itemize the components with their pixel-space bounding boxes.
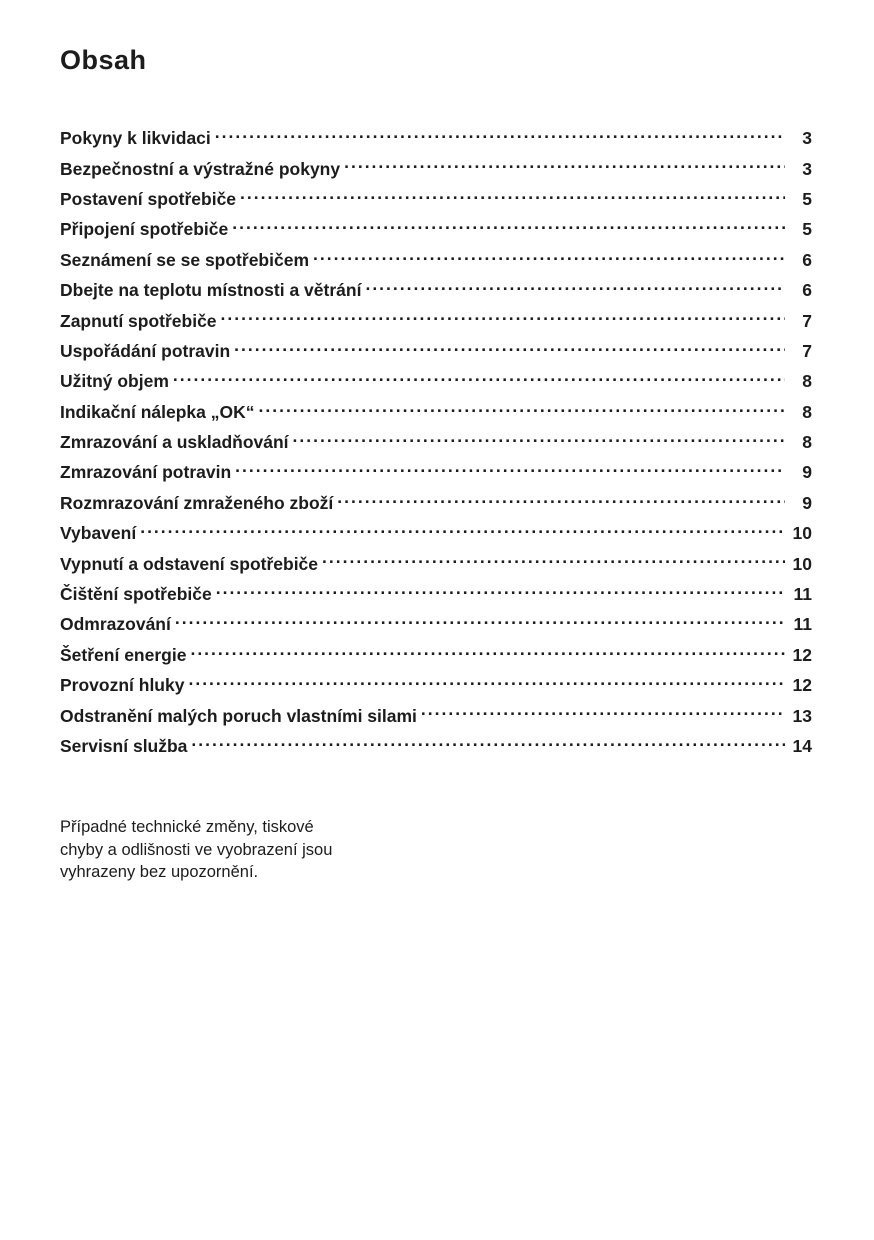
toc-entry [60,637,812,667]
toc-entry-label: Dbejte na teplotu místnosti a větrání [60,280,362,301]
toc-entry-page: 13 [792,705,812,726]
disclaimer-note [60,816,812,884]
toc-entry [60,545,812,575]
toc-entry [60,606,812,636]
toc-entry-page: 14 [792,736,812,756]
toc-entry-page: 3 [802,158,812,179]
toc-dot-leader [259,394,786,418]
toc-entry-page: 7 [802,340,812,361]
toc-entry [60,485,812,515]
toc-entry-page: 8 [802,432,812,453]
toc-dot-leader [337,485,785,509]
toc-entry [60,302,812,332]
toc-entry-label: Vybavení [60,523,137,544]
toc-dot-leader [234,333,785,357]
toc-entry [60,667,812,697]
toc-entry [60,515,812,545]
toc-dot-leader [188,667,785,691]
toc-entry-label: Provozní hluky [60,675,185,696]
toc-entry-label: Zmrazování potravin [60,462,232,483]
toc-entry-page: 11 [793,614,812,635]
toc-entry [60,242,812,272]
toc-entry-page: 8 [802,401,812,422]
toc-entry-label: Odstranění malých poruch vlastními silami [60,705,417,726]
toc-dot-leader [421,697,785,721]
toc-entry-label: Užitný objem [60,371,169,392]
toc-entry-label: Zapnutí spotřebiče [60,310,217,331]
toc-entry-page: 6 [802,249,812,270]
toc-entry [60,333,812,363]
toc-dot-leader [322,545,785,569]
toc-entry [60,454,812,484]
toc-dot-leader [240,181,785,205]
toc-entry-page: 3 [802,128,812,149]
toc-entry [60,363,812,393]
toc-dot-leader [365,272,785,296]
toc-dot-leader [293,424,785,448]
toc-dot-leader [191,728,785,752]
toc-dot-leader [215,120,785,144]
toc-entry-page: 10 [792,523,812,544]
toc-entry [60,697,812,727]
toc-entry [60,181,812,211]
toc-entry-page: 8 [802,371,812,392]
toc-entry-label: Šetření energie [60,644,187,665]
toc-entry-label: Uspořádání potravin [60,340,231,361]
toc-entry [60,211,812,241]
toc-entry [60,150,812,180]
disclaimer-line: Případné technické změny, tiskové [60,818,314,837]
toc-entry-label: Odmrazování [60,614,171,635]
toc-entry-page: 12 [792,644,812,665]
toc-entry [60,120,812,150]
toc-entry-label: Servisní služba [60,736,188,756]
toc-entry [60,394,812,424]
page-title: Obsah [60,45,147,75]
toc-entry [60,728,812,758]
toc-dot-leader [313,242,785,266]
toc-dot-leader [221,302,785,326]
table-of-contents [60,120,812,758]
toc-entry-page: 11 [793,584,812,605]
toc-dot-leader [173,363,785,387]
toc-entry-label: Připojení spotřebiče [60,219,229,240]
toc-entry-page: 6 [802,280,812,301]
disclaimer-line: chyby a odlišnosti ve vyobrazení jsou [60,840,333,859]
toc-entry [60,424,812,454]
toc-entry-label: Indikační nálepka „OK“ [60,401,255,422]
toc-entry-page: 10 [792,553,812,574]
toc-dot-leader [140,515,785,539]
toc-entry-page: 9 [802,492,812,513]
toc-entry-label: Zmrazování a uskladňování [60,432,289,453]
toc-dot-leader [175,606,785,630]
toc-entry-label: Rozmrazování zmraženého zboží [60,492,334,513]
toc-dot-leader [216,576,785,600]
toc-entry [60,272,812,302]
manual-contents-page [60,45,812,884]
toc-entry-page: 12 [792,675,812,696]
toc-entry-label: Bezpečnostní a výstražné pokyny [60,158,341,179]
toc-entry-page: 5 [802,219,812,240]
toc-entry-label: Pokyny k likvidaci [60,128,211,149]
disclaimer-line: vyhrazeny bez upozornění. [60,863,259,882]
toc-entry-page: 9 [802,462,812,483]
toc-entry-label: Postavení spotřebiče [60,188,237,209]
toc-dot-leader [344,150,785,174]
toc-entry-label: Vypnutí a odstavení spotřebiče [60,553,319,574]
toc-entry-page: 7 [802,310,812,331]
toc-entry-label: Seznámení se se spotřebičem [60,249,309,270]
toc-entry-page: 5 [802,188,812,209]
toc-dot-leader [190,637,785,661]
toc-dot-leader [235,454,785,478]
toc-entry-label: Čištění spotřebiče [60,584,212,605]
toc-entry [60,576,812,606]
toc-dot-leader [232,211,785,235]
